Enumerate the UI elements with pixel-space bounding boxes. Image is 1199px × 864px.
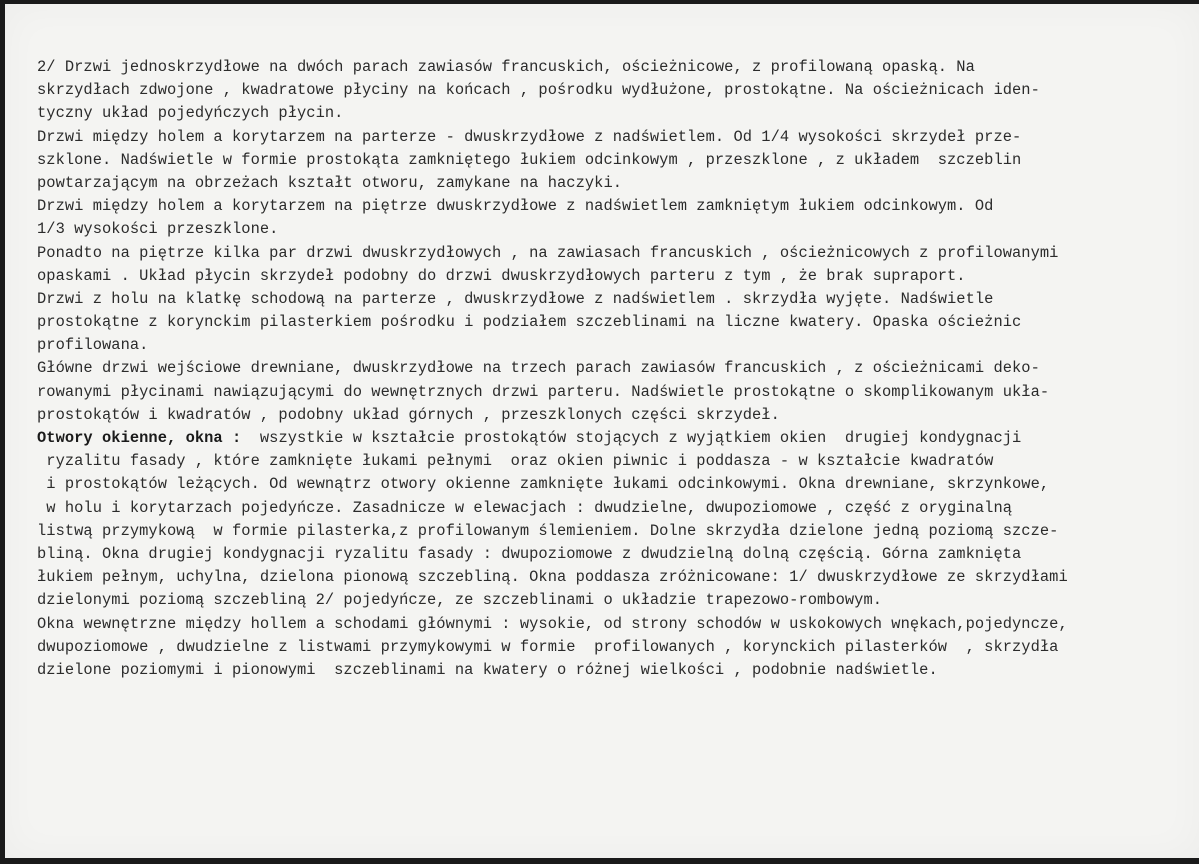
text-line: skrzydłach zdwojone , kwadratowe płyciny na końcach , pośrodku wydłużone, prostokątne. Na ościeżnicach iden- [37,81,1040,100]
text-line: opaskami . Układ płycin skrzydeł podobny do drzwi dwuskrzydłowych parteru z tym , że brak supraport. [37,266,966,285]
text-line: łukiem pełnym, uchylna, dzielona pionową szczebliną. Okna poddasza zróżnicowane: 1/ dwuskrzydłowe ze skrzydłami [37,568,1068,587]
text-line: bliną. Okna drugiej kondygnacji ryzalitu fasady : dwupoziomowe z dwudzielną dolną częścią. Górna zamknięta [37,544,1022,563]
windows-section-heading: Otwory okienne, okna : [37,429,242,447]
text-line: Drzwi między holem a korytarzem na piętrze dwuskrzydłowe z nadświetlem zamkniętym łukiem odcinkowym. Od [37,197,994,216]
text-line: Drzwi między holem a korytarzem na parterze - dwuskrzydłowe z nadświetlem. Od 1/4 wysokości skrzydeł prze- [37,127,1022,146]
text-line: Główne drzwi wejściowe drewniane, dwuskrzydłowe na trzech parach zawiasów francuskich , z ościeżnicami deko- [37,359,1040,378]
text-line: w holu i korytarzach pojedyńcze. Zasadnicze w elewacjach : dwudzielne, dwupoziomowe , część z oryginalną [37,498,1013,517]
text-line: i prostokątów leżących. Od wewnątrz otwory okienne zamknięte łukami odcinkowymi. Okna drewniane, skrzynkowe, [37,475,1050,494]
text-line: Okna wewnętrzne między hollem a schodami głównymi : wysokie, od strony schodów w uskokowych wnękach,pojedyncze, [37,614,1068,633]
text-line: powtarzającym na obrzeżach kształt otworu, zamykane na haczyki. [37,173,623,192]
text-line: prostokątne z korynckim pilasterkiem pośrodku i podziałem szczeblinami na liczne kwatery. Opaska ościeżnic [37,313,1022,332]
text-line: 2/ Drzwi jednoskrzydłowe na dwóch parach zawiasów francuskich, ościeżnicowe, z profilowaną opaską. Na [37,58,975,76]
document-body [37,56,1197,682]
text-line: dzielonymi poziomą szczebliną 2/ pojedyńcze, ze szczeblinami o układzie trapezowo-rombowym. [37,591,883,610]
text-line: 1/3 wysokości przeszklone. [37,220,279,239]
text-line: ryzalitu fasady , które zamknięte łukami pełnymi oraz okien piwnic i poddasza - w kształcie kwadratów [37,452,994,471]
text-line: rowanymi płycinami nawiązującymi do wewnętrznych drzwi parteru. Nadświetle prostokątne o skomplikowanym ukła- [37,382,1050,401]
windows-section-intro: wszystkie w kształcie prostokątów stojących z wyjątkiem okien drugiej kondygnacji [241,429,1022,447]
text-line: szklone. Nadświetle w formie prostokąta zamkniętego łukiem odcinkowym , przeszklone , z układem szczeblin [37,150,1022,169]
text-line: Ponadto na piętrze kilka par drzwi dwuskrzydłowych , na zawiasach francuskich , ościeżnicowych z profilowanymi [37,243,1059,262]
text-line: dzielone poziomymi i pionowymi szczeblinami na kwatery o różnej wielkości , podobnie nadświetle. [37,660,938,679]
text-line: profilowana. [37,336,149,355]
typewritten-page [5,4,1199,858]
text-line: listwą przymykową w formie pilasterka,z profilowanym ślemieniem. Dolne skrzydła dzielone jedną poziomą szcze- [37,521,1059,540]
text-line: prostokątów i kwadratów , podobny układ górnych , przeszklonych części skrzydeł. [37,405,780,424]
text-line: tyczny układ pojedyńczych płycin. [37,104,344,123]
text-line: dwupoziomowe , dwudzielne z listwami przymykowymi w formie profilowanych , korynckich pilasterków , skrzydła [37,637,1059,656]
text-line: Drzwi z holu na klatkę schodową na parterze , dwuskrzydłowe z nadświetlem . skrzydła wyjęte. Nadświetle [37,289,994,308]
windows-section-first-line [37,427,1197,450]
